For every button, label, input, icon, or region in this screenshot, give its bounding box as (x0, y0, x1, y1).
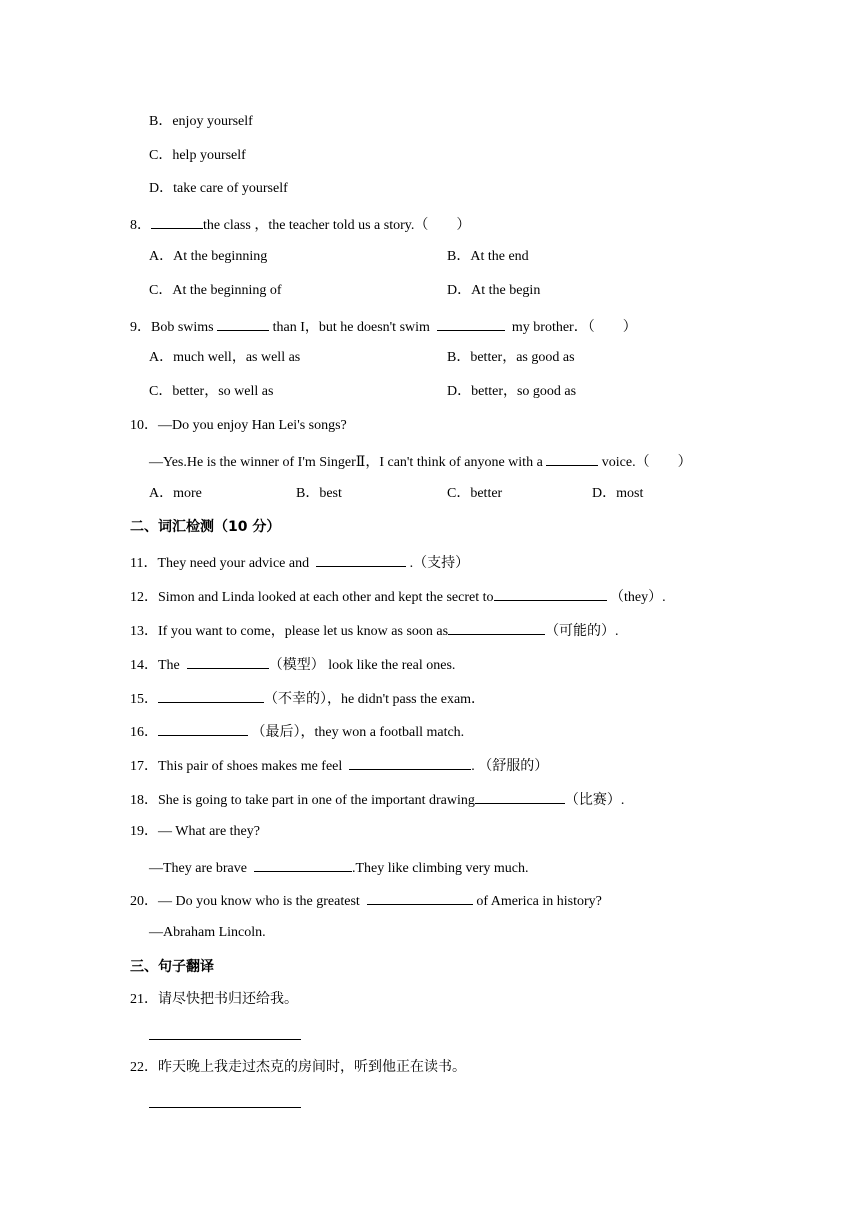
q8-option-d[interactable]: D．At the begin (447, 283, 541, 298)
question-number: 10． (130, 418, 158, 433)
answer-blank[interactable] (187, 654, 269, 669)
q10-stem (130, 417, 347, 435)
answer-blank[interactable] (437, 316, 505, 331)
answer-blank[interactable] (494, 586, 607, 601)
q10-option-c[interactable]: C．better (447, 486, 503, 501)
question-number: 17． (130, 759, 158, 774)
q19-reply (149, 857, 528, 878)
q8-option-b[interactable]: B．At the end (447, 249, 529, 264)
q11 (130, 552, 469, 573)
question-text: than I，but he doesn't swim (269, 320, 437, 335)
question-text: Bob swims (151, 320, 218, 335)
q9-option-c[interactable]: C．better，so well as (149, 384, 274, 399)
q19-stem (130, 823, 260, 841)
question-number: 20． (130, 894, 158, 909)
answer-blank[interactable] (254, 857, 352, 872)
answer-blank[interactable] (316, 552, 406, 567)
question-text: The (158, 658, 187, 673)
question-text: .They like climbing very much. (351, 861, 529, 876)
answer-blank[interactable] (546, 451, 598, 466)
q10-option-a[interactable]: A．more (149, 486, 202, 501)
question-number: 18． (130, 793, 158, 808)
question-number: 9． (130, 320, 151, 335)
answer-blank[interactable] (367, 890, 473, 905)
q8-option-a[interactable]: A．At the beginning (149, 249, 268, 264)
q8-option-c[interactable]: C．At the beginning of (149, 283, 282, 298)
question-text: —They are brave (149, 861, 254, 876)
answer-blank[interactable] (349, 755, 471, 770)
question-text: （可能的）. (545, 624, 619, 639)
question-text: —Do you enjoy Han Lei's songs? (158, 418, 347, 433)
q7-option-b[interactable]: B．enjoy yourself (149, 114, 253, 129)
q21-stem (130, 991, 298, 1009)
q20-reply: —Abraham Lincoln. (149, 925, 266, 940)
q10-option-d[interactable]: D．most (592, 486, 644, 501)
q21-answer-line[interactable] (149, 1039, 301, 1040)
answer-blank[interactable] (158, 721, 248, 736)
q22-stem (130, 1059, 466, 1077)
question-number: 21． (130, 992, 158, 1007)
question-text: of America in history? (472, 894, 602, 909)
q14 (130, 654, 455, 675)
question-text: （最后），they won a football match. (248, 725, 465, 740)
q9-option-a[interactable]: A．much well，as well as (149, 350, 301, 365)
q18 (130, 789, 624, 810)
question-text: the class ，the teacher told us a story.（ ） (203, 218, 471, 233)
q12 (130, 586, 666, 607)
question-text: If you want to come，please let us know as soon as (158, 624, 449, 639)
question-text: — Do you know who is the greatest (158, 894, 367, 909)
q10-reply (149, 451, 692, 472)
question-text: （模型） look like the real ones. (268, 658, 456, 673)
question-text: （不幸的），he didn't pass the exam． (264, 692, 486, 707)
question-text: . （舒服的） (471, 759, 549, 774)
question-text: — What are they? (158, 824, 260, 839)
question-number: 11． (130, 556, 158, 571)
q15 (130, 688, 485, 709)
question-text: （they）. (606, 590, 666, 605)
q9-option-b[interactable]: B．better，as good as (447, 350, 575, 365)
question-number: 15． (130, 692, 158, 707)
q10-option-b[interactable]: B．best (296, 486, 342, 501)
question-text: voice.（ ） (598, 455, 692, 470)
question-text: They need your advice and (157, 556, 317, 571)
question-text: Simon and Linda looked at each other and kept the secret to (158, 590, 494, 605)
section-heading-vocabulary: 二、词汇检测（10 分） (130, 519, 281, 535)
question-number: 12． (130, 590, 158, 605)
q7-option-d[interactable]: D．take care of yourself (149, 181, 288, 196)
question-number: 14． (130, 658, 158, 673)
question-number: 13． (130, 624, 158, 639)
answer-blank[interactable] (475, 789, 565, 804)
q9-option-d[interactable]: D．better，so good as (447, 384, 577, 399)
q22-answer-line[interactable] (149, 1107, 301, 1108)
answer-blank[interactable] (151, 214, 203, 229)
answer-blank[interactable] (217, 316, 269, 331)
question-text: She is going to take part in one of the important drawing (158, 793, 475, 808)
question-number: 19． (130, 824, 158, 839)
question-text: 请尽快把书归还给我。 (158, 992, 298, 1007)
question-number: 22． (130, 1060, 158, 1075)
question-text: —Yes.He is the winner of I'm SingerⅡ，I can't think of anyone with a (149, 455, 547, 470)
question-text: my brother．（ ） (504, 320, 637, 335)
q7-option-c[interactable]: C．help yourself (149, 148, 246, 163)
q8-stem (130, 214, 470, 235)
q20-stem (130, 890, 602, 911)
answer-blank[interactable] (448, 620, 545, 635)
question-number: 8． (130, 218, 151, 233)
section-heading-translation: 三、句子翻译 (130, 959, 214, 975)
q13 (130, 620, 619, 641)
q9-stem (130, 316, 637, 337)
question-text: 昨天晚上我走过杰克的房间时，听到他正在读书。 (158, 1060, 466, 1075)
question-number: 16． (130, 725, 158, 740)
q17 (130, 755, 548, 776)
question-text: （比赛）. (564, 793, 625, 808)
answer-blank[interactable] (158, 688, 264, 703)
q16 (130, 721, 464, 742)
question-text: .（支持） (406, 556, 470, 571)
question-text: This pair of shoes makes me feel (158, 759, 350, 774)
